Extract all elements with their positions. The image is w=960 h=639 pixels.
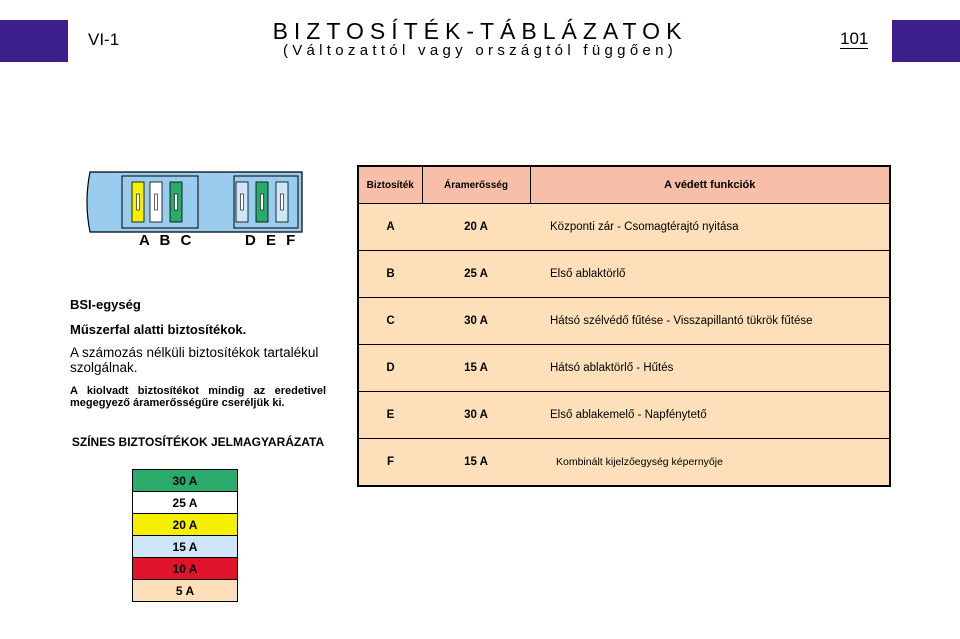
fuse-letter: B	[358, 251, 422, 298]
section-code: VI-1	[88, 30, 120, 49]
fuse-letter: F	[358, 439, 422, 487]
table-row	[358, 298, 890, 345]
fuse-function: Központi zár - Csomagtérajtó nyitása	[530, 204, 890, 251]
table-row	[358, 345, 890, 392]
legend-row	[133, 492, 238, 514]
legend-cell: 30 A	[133, 470, 238, 492]
fuse-amperage: 15 A	[422, 345, 530, 392]
legend-row	[133, 470, 238, 492]
replacement-warning: A kiolvadt biztosítékot mindig az eredetivel megegyező áramerősségűre cseréljük ki.	[70, 385, 326, 409]
color-legend	[132, 469, 238, 602]
legend-cell: 5 A	[133, 580, 238, 602]
spare-fuses-text: A számozás nélküli biztosítékok tartalékul szolgálnak.	[70, 345, 319, 375]
fuse-labels-abc: A B C	[139, 232, 195, 249]
fuse-function: Hátsó ablaktörlő - Hűtés	[530, 345, 890, 392]
fuse-labels-def: D E F	[245, 232, 299, 249]
table-row	[358, 439, 890, 487]
table-row	[358, 392, 890, 439]
fuse-panel	[87, 172, 302, 232]
fuse-letter: D	[358, 345, 422, 392]
legend-cell: 10 A	[133, 558, 238, 580]
table-row	[358, 204, 890, 251]
table-row	[358, 251, 890, 298]
fuse-element	[261, 194, 264, 210]
fuse-amperage: 30 A	[422, 392, 530, 439]
fuse-element	[175, 194, 178, 210]
fuse-letter: E	[358, 392, 422, 439]
page-subtitle: (Változattól vagy országtól függően)	[282, 42, 678, 59]
fuse-function: Kombinált kijelzőegység képernyője	[530, 439, 890, 487]
fuse-amperage: 15 A	[422, 439, 530, 487]
fuse-amperage: 25 A	[422, 251, 530, 298]
fuse-function: Hátsó szélvédő fűtése - Visszapillantó tükrök fűtése	[530, 298, 890, 345]
legend-row	[133, 536, 238, 558]
bsi-heading: BSI-egység	[70, 297, 141, 312]
fuse-amperage: 30 A	[422, 298, 530, 345]
dashboard-fuses-heading: Műszerfal alatti biztosítékok.	[70, 322, 247, 337]
fuse-element	[155, 194, 158, 210]
fuse-function: Első ablakemelő - Napfénytető	[530, 392, 890, 439]
header-fuse: Biztosíték	[358, 166, 422, 204]
fuse-amperage: 20 A	[422, 204, 530, 251]
fuse-element	[241, 194, 244, 210]
fuse-element	[137, 194, 140, 210]
fuse-function: Első ablaktörlő	[530, 251, 890, 298]
legend-row	[133, 580, 238, 602]
page-title: BIZTOSÍTÉK-TÁBLÁZATOK	[272, 18, 688, 44]
legend-cell: 25 A	[133, 492, 238, 514]
header-functions: A védett funkciók	[530, 166, 890, 204]
color-legend-title: SZÍNES BIZTOSÍTÉKOK JELMAGYARÁZATA	[71, 435, 325, 449]
header-current: Áramerősség	[422, 166, 530, 204]
legend-cell: 20 A	[133, 514, 238, 536]
fuse-element	[281, 194, 284, 210]
fuse-letter: C	[358, 298, 422, 345]
page-number: 101	[840, 29, 869, 48]
legend-row	[133, 514, 238, 536]
legend-row	[133, 558, 238, 580]
legend-cell: 15 A	[133, 536, 238, 558]
table-header-row	[358, 166, 890, 204]
fuse-table	[357, 165, 891, 487]
fuse-letter: A	[358, 204, 422, 251]
